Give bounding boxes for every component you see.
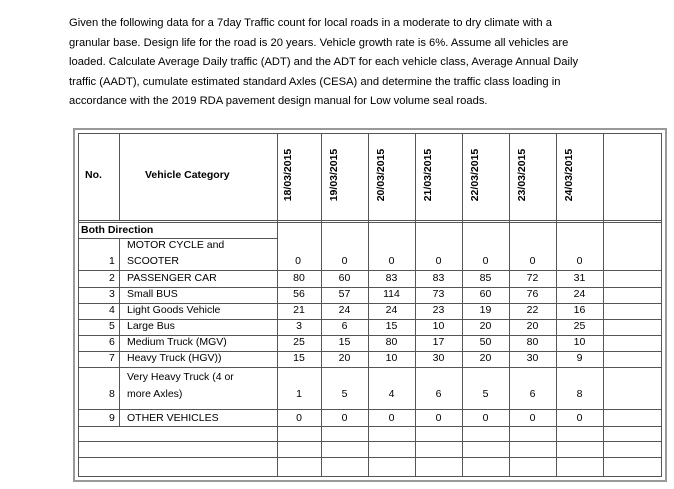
row-number: 6 xyxy=(109,336,115,348)
count-cell: 0 xyxy=(435,255,442,267)
header-date: 19/03/2015 xyxy=(328,148,340,202)
count-cell: 73 xyxy=(432,288,445,300)
count-cell: 80 xyxy=(526,336,539,348)
row-number: 3 xyxy=(109,288,115,300)
count-cell: 24 xyxy=(573,288,586,300)
count-cell: 10 xyxy=(573,336,586,348)
count-cell: 1 xyxy=(296,388,302,400)
vehicle-category: Light Goods Vehicle xyxy=(127,304,221,316)
count-cell: 0 xyxy=(388,255,395,267)
count-cell: 8 xyxy=(576,388,583,400)
header-no: No. xyxy=(85,169,102,181)
count-cell: 0 xyxy=(341,255,348,267)
count-cell: 15 xyxy=(338,336,351,348)
vehicle-category: Medium Truck (MGV) xyxy=(127,336,227,348)
count-cell: 83 xyxy=(432,272,445,284)
count-cell: 24 xyxy=(385,304,398,316)
traffic-count-table xyxy=(73,128,667,482)
vehicle-category: OTHER VEHICLES xyxy=(127,412,219,424)
count-cell: 0 xyxy=(435,412,442,424)
question-line: accordance with the 2019 RDA pavement design manual for Low volume seal roads. xyxy=(69,95,488,107)
question-line: loaded. Calculate Average Daily traffic (ADT) and the ADT for each vehicle class, Average Annual Daily xyxy=(69,56,579,68)
count-cell: 20 xyxy=(479,352,492,364)
question-line: Given the following data for a 7day Traffic count for local roads in a moderate to dry climate with a xyxy=(69,17,552,29)
header-date: 18/03/2015 xyxy=(282,148,294,202)
count-cell: 23 xyxy=(432,304,445,316)
count-cell: 10 xyxy=(432,320,445,332)
count-cell: 80 xyxy=(385,336,398,348)
count-cell: 3 xyxy=(296,320,302,332)
count-cell: 15 xyxy=(385,320,398,332)
count-cell: 0 xyxy=(482,255,489,267)
row-number: 8 xyxy=(109,388,115,400)
vehicle-category: SCOOTER xyxy=(127,255,179,267)
count-cell: 5 xyxy=(482,388,489,400)
row-number: 5 xyxy=(109,320,115,332)
count-cell: 57 xyxy=(338,288,351,300)
count-cell: 20 xyxy=(479,320,492,332)
count-cell: 9 xyxy=(576,352,583,364)
count-cell: 20 xyxy=(338,352,351,364)
header-vehicle-category: Vehicle Category xyxy=(145,169,230,181)
count-cell: 20 xyxy=(526,320,539,332)
count-cell: 24 xyxy=(338,304,351,316)
count-cell: 5 xyxy=(341,388,348,400)
count-cell: 6 xyxy=(435,388,442,400)
count-cell: 22 xyxy=(526,304,539,316)
count-cell: 30 xyxy=(526,352,539,364)
question-line: granular base. Design life for the road is 20 years. Vehicle growth rate is 6%. Assume all vehicles are xyxy=(69,36,569,49)
vehicle-category: PASSENGER CAR xyxy=(127,272,217,284)
count-cell: 15 xyxy=(293,352,305,364)
count-cell: 114 xyxy=(383,288,400,300)
header-date: 24/03/2015 xyxy=(563,148,575,202)
vehicle-category: MOTOR CYCLE and xyxy=(127,239,225,251)
question-line: traffic (AADT), cumulate estimated standard Axles (CESA) and determine the traffic class loading in xyxy=(69,75,561,88)
count-cell: 0 xyxy=(341,412,348,424)
header-date: 20/03/2015 xyxy=(375,148,387,202)
count-cell: 17 xyxy=(432,336,445,348)
count-cell: 83 xyxy=(385,272,398,284)
header-date: 21/03/2015 xyxy=(422,148,434,202)
count-cell: 31 xyxy=(573,272,586,284)
row-number: 4 xyxy=(109,304,115,316)
question-text xyxy=(69,14,649,112)
count-cell: 0 xyxy=(529,412,536,424)
row-number: 1 xyxy=(109,255,115,267)
vehicle-category: Large Bus xyxy=(127,320,175,332)
row-number: 9 xyxy=(109,412,115,424)
count-cell: 50 xyxy=(479,336,492,348)
count-cell: 19 xyxy=(479,304,492,316)
row-number: 2 xyxy=(109,272,115,284)
vehicle-category: more Axles) xyxy=(127,388,183,400)
count-cell: 85 xyxy=(479,272,492,284)
count-cell: 10 xyxy=(385,352,398,364)
header-date: 23/03/2015 xyxy=(516,148,528,202)
count-cell: 0 xyxy=(295,255,301,267)
count-cell: 6 xyxy=(341,320,348,332)
count-cell: 6 xyxy=(529,388,536,400)
vehicle-category: Small BUS xyxy=(127,288,178,300)
section-label: Both Direction xyxy=(81,224,154,236)
count-cell: 60 xyxy=(338,272,351,284)
count-cell: 0 xyxy=(296,412,302,424)
count-cell: 4 xyxy=(388,388,395,400)
count-cell: 72 xyxy=(526,272,539,284)
count-cell: 0 xyxy=(576,412,583,424)
vehicle-category: Very Heavy Truck (4 or xyxy=(127,371,234,383)
count-cell: 0 xyxy=(388,412,395,424)
count-cell: 25 xyxy=(573,320,586,332)
count-cell: 56 xyxy=(293,288,305,300)
count-cell: 76 xyxy=(526,288,539,300)
count-cell: 30 xyxy=(432,352,445,364)
row-number: 7 xyxy=(109,352,115,364)
vehicle-category: Heavy Truck (HGV)) xyxy=(127,352,222,364)
count-cell: 16 xyxy=(573,304,586,316)
count-cell: 0 xyxy=(482,412,489,424)
count-cell: 25 xyxy=(293,336,305,348)
count-cell: 0 xyxy=(576,255,583,267)
count-cell: 21 xyxy=(293,304,305,316)
count-cell: 60 xyxy=(479,288,492,300)
count-cell: 0 xyxy=(529,255,536,267)
header-date: 22/03/2015 xyxy=(469,148,481,202)
count-cell: 80 xyxy=(293,272,305,284)
